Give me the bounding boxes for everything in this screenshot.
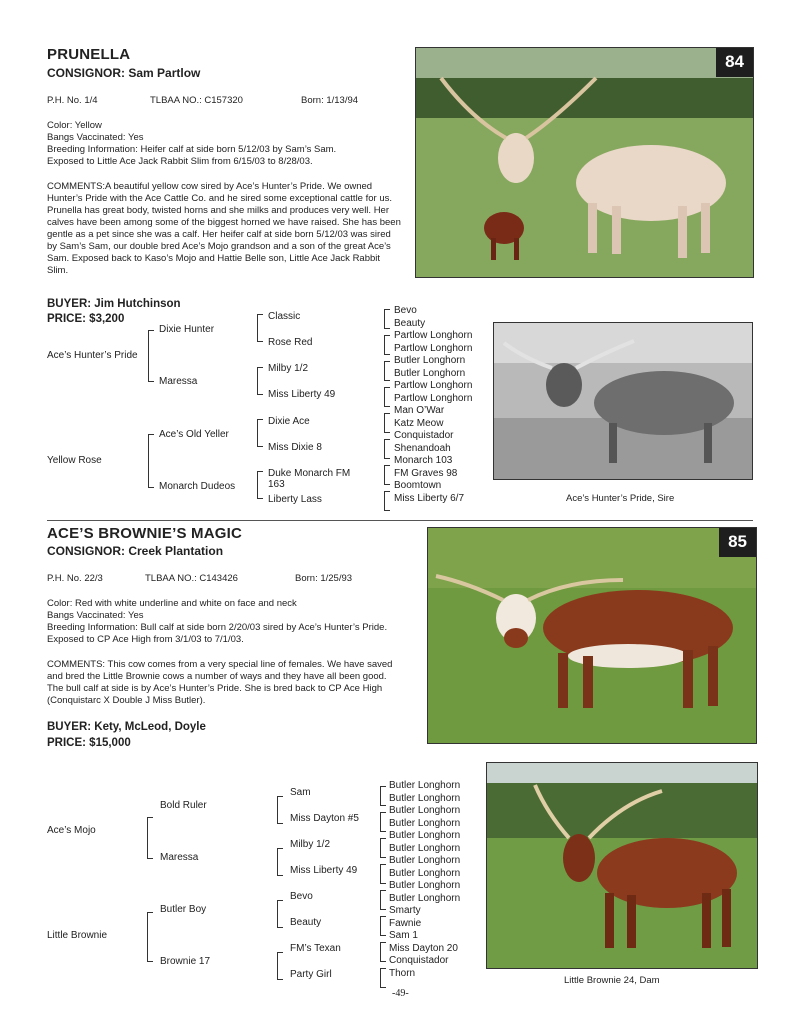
lot84-comments: COMMENTS:A beautiful yellow cow sired by Ace’s Hunter’s Pride. We owned Hunter’s Pride with the Ace Cattle Co. and he sired some exceptional cattle for us. Prunella has great body, twisted horns and she milks and produces very well. Her calves have been among some of the biggest horned we have raised. She has been gentle as a pet since she was a calf. Her heifer calf at side born 5/12/03 was sired by Sam’s Sam, our double bred Ace’s Mojo grandson and a son of the great Ace’s Sam. Exposed back to Kaso’s Mojo and Hattie Belle son, Little Ace Jack Rabbit Slim. (47, 181, 401, 276)
pedigree-g3: Beauty (290, 917, 322, 928)
pedigree-g2: Bold Ruler (160, 800, 207, 811)
pedigree-dam: Little Brownie (47, 930, 108, 941)
pedigree-g4: Sam 1 (389, 930, 418, 941)
lot84-buyer: BUYER: Jim Hutchinson (47, 298, 181, 310)
pedigree-g3: Miss Dayton #5 (290, 813, 359, 824)
pedigree-g4-column (389, 780, 460, 980)
pedigree-bracket (380, 812, 386, 832)
pedigree-bracket (277, 952, 283, 980)
pedigree-bracket (380, 968, 386, 988)
pedigree-g4: Miss Liberty 6/7 (394, 492, 465, 504)
lot84-number-badge: 84 (716, 48, 753, 77)
pedigree-g3: Liberty Lass (268, 494, 322, 505)
pedigree-bracket (257, 471, 263, 499)
pedigree-g4: Beauty (394, 317, 426, 329)
longhorn-bull-photo-icon (494, 323, 752, 479)
pedigree-g4: Butler Longhorn (389, 867, 461, 879)
lot84-consignor: CONSIGNOR: Sam Partlow (47, 66, 201, 80)
pedigree-bracket (384, 465, 390, 485)
pedigree-g4: Butler Longhorn (389, 792, 461, 804)
lot84-sire-caption: Ace’s Hunter’s Pride, Sire (566, 493, 675, 504)
pedigree-bracket (277, 848, 283, 876)
pedigree-bracket (384, 439, 390, 459)
lot84-title: PRUNELLA (47, 46, 131, 63)
pedigree-bracket (384, 387, 390, 407)
pedigree-bracket (380, 864, 386, 884)
lot85-photo (427, 527, 757, 744)
pedigree-g4: Butler Longhorn (389, 880, 461, 891)
pedigree-g4: Thorn (389, 967, 416, 979)
lot85-ph-number: P.H. No. 22/3 (47, 573, 103, 584)
lot85-consignor: CONSIGNOR: Creek Plantation (47, 544, 224, 558)
longhorn-cow-photo-icon (428, 528, 756, 743)
pedigree-g4: Partlow Longhorn (394, 392, 473, 404)
pedigree-g3: Milby 1/2 (290, 839, 331, 850)
pedigree-bracket (257, 419, 263, 447)
lot84-details (47, 120, 402, 168)
pedigree-g4: Conquistador (394, 430, 454, 441)
pedigree-bracket (277, 900, 283, 928)
pedigree-bracket (384, 413, 390, 433)
lot84-detail-line: Exposed to Little Ace Jack Rabbit Slim from 6/15/03 to 8/28/03. (47, 156, 313, 167)
pedigree-g2: Dixie Hunter (159, 324, 215, 335)
pedigree-g4: Shenandoah (394, 442, 451, 454)
pedigree-bracket (380, 786, 386, 806)
pedigree-g4-column (394, 305, 472, 505)
pedigree-bracket (148, 330, 154, 382)
pedigree-g3: Classic (268, 311, 301, 322)
pedigree-bracket (384, 309, 390, 329)
lot84-price: PRICE: $3,200 (47, 313, 125, 325)
lot85-detail-line: Bangs Vaccinated: Yes (47, 610, 144, 621)
pedigree-g2: Maressa (160, 852, 199, 863)
pedigree-bracket (384, 335, 390, 355)
pedigree-bracket (147, 912, 153, 962)
pedigree-bracket (147, 817, 153, 859)
pedigree-g4: Katz Meow (394, 417, 444, 429)
lot85-comments: COMMENTS: This cow comes from a very special line of females. We have saved and bred the Little Brownie cows a number of ways and they have all been good. The bull calf at side is by Ace’s Hunter’s Pride. She is bred back to CP Ace High (Conquistarc X Double J Miss Butler). (47, 659, 393, 706)
pedigree-g4: Partlow Longhorn (394, 380, 473, 391)
longhorn-cow-with-calf-photo-icon (416, 48, 753, 277)
pedigree-g4: Butler Longhorn (389, 805, 461, 816)
pedigree-g3: Milby 1/2 (268, 363, 309, 374)
pedigree-g4: Smarty (389, 905, 421, 916)
page-number: -49- (392, 988, 409, 999)
lot85-title: ACE’S BROWNIE’S MAGIC (47, 525, 243, 542)
pedigree-bracket (380, 838, 386, 858)
pedigree-g4: Butler Longhorn (389, 780, 461, 791)
pedigree-g4: Butler Longhorn (394, 355, 466, 366)
pedigree-bracket (384, 361, 390, 381)
pedigree-g2: Maressa (159, 376, 198, 387)
pedigree-g2: Ace’s Old Yeller (159, 429, 229, 440)
pedigree-g2: Butler Boy (160, 904, 207, 915)
lot84-born: Born: 1/13/94 (301, 95, 359, 106)
pedigree-g4: FM Graves 98 (394, 467, 458, 479)
pedigree-g4: Conquistador (389, 955, 449, 966)
pedigree-g4: Butler Longhorn (389, 855, 461, 866)
pedigree-g4: Bevo (394, 305, 417, 316)
lot84-detail-line: Color: Yellow (47, 120, 102, 131)
pedigree-g4: Miss Dayton 20 (389, 942, 458, 954)
pedigree-g2: Monarch Dudeos (159, 481, 236, 492)
pedigree-g3: Sam (290, 787, 311, 798)
pedigree-g4: Partlow Longhorn (394, 330, 473, 341)
pedigree-g4: Butler Longhorn (389, 892, 461, 904)
pedigree-dam: Yellow Rose (47, 455, 102, 466)
pedigree-sire: Ace’s Hunter’s Pride (47, 350, 138, 361)
pedigree-g2: Brownie 17 (160, 956, 211, 967)
pedigree-g3: Miss Liberty 49 (290, 865, 358, 876)
pedigree-bracket (384, 491, 390, 511)
pedigree-g3: Dixie Ace (268, 416, 310, 427)
lot84-photo (415, 47, 754, 278)
lot85-buyer: BUYER: Kety, McLeod, Doyle (47, 721, 206, 733)
pedigree-g4: Monarch 103 (394, 455, 453, 466)
pedigree-sire: Ace’s Mojo (47, 825, 96, 836)
lot84-tlbaa-number: TLBAA NO.: C157320 (150, 95, 243, 106)
lot84-detail-line: Bangs Vaccinated: Yes (47, 132, 144, 143)
lot85-tlbaa-number: TLBAA NO.: C143426 (145, 573, 238, 584)
section-divider (47, 520, 753, 521)
lot85-number-badge: 85 (719, 528, 756, 557)
pedigree-bracket (380, 890, 386, 910)
lot85-dam-caption: Little Brownie 24, Dam (564, 975, 660, 986)
lot85-detail-line: Breeding Information: Bull calf at side born 2/20/03 sired by Ace’s Hunter’s Pride. Exposed to CP Ace High from 3/1/03 to 7/1/03. (47, 622, 388, 645)
pedigree-g3: Party Girl (290, 969, 332, 980)
lot84-ph-number: P.H. No. 1/4 (47, 95, 98, 106)
pedigree-g3: FM’s Texan (290, 943, 341, 954)
lot84-detail-line: Breeding Information: Heifer calf at side born 5/12/03 by Sam’s Sam. (47, 144, 337, 155)
lot85-born: Born: 1/25/93 (295, 573, 353, 584)
pedigree-g3: Miss Liberty 49 (268, 389, 336, 400)
pedigree-g4: Boomtown (394, 480, 442, 491)
pedigree-bracket (257, 367, 263, 395)
pedigree-g4: Man O’War (394, 405, 445, 416)
lot85-price: PRICE: $15,000 (47, 737, 131, 749)
longhorn-cow-photo-icon (487, 763, 757, 968)
pedigree-g3: Rose Red (268, 337, 313, 348)
pedigree-g3: Duke Monarch FM 163 (268, 468, 351, 490)
pedigree-g4: Partlow Longhorn (394, 342, 473, 354)
pedigree-g4: Fawnie (389, 917, 422, 929)
pedigree-g4: Butler Longhorn (389, 842, 461, 854)
pedigree-bracket (257, 314, 263, 342)
pedigree-bracket (148, 434, 154, 488)
pedigree-g4: Butler Longhorn (394, 367, 466, 379)
pedigree-bracket (380, 942, 386, 962)
lot85-detail-line: Color: Red with white underline and white on face and neck (47, 598, 297, 609)
pedigree-bracket (277, 796, 283, 824)
pedigree-g3: Miss Dixie 8 (268, 442, 322, 453)
pedigree-g4: Butler Longhorn (389, 830, 461, 841)
lot85-dam-photo (486, 762, 758, 969)
lot84-sire-photo (493, 322, 753, 480)
pedigree-bracket (380, 916, 386, 936)
lot85-details (47, 598, 402, 646)
pedigree-g3: Bevo (290, 891, 313, 902)
pedigree-g4: Butler Longhorn (389, 817, 461, 829)
